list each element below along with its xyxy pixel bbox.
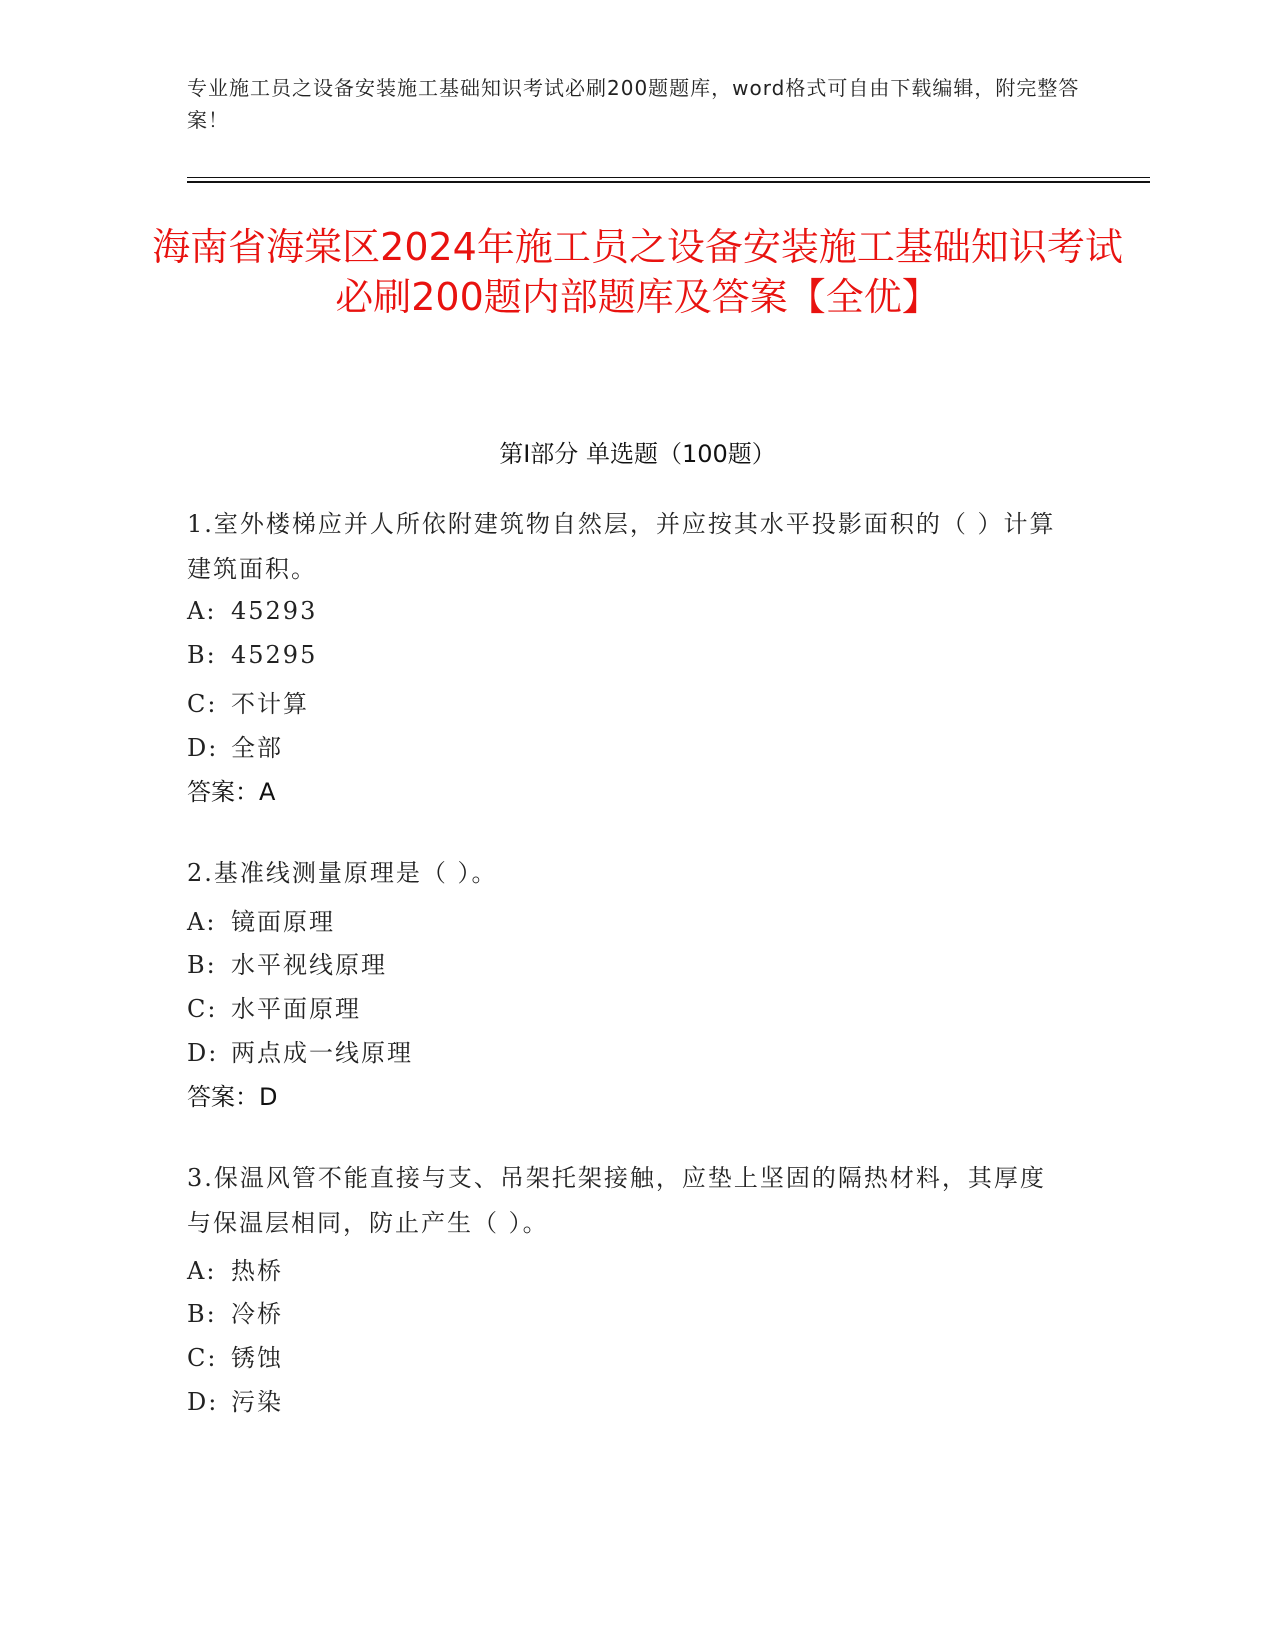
option-text: 污染 [231,1388,283,1416]
option-text: 45293 [231,597,318,625]
option-c [187,989,361,1024]
option-key: A: [187,908,217,936]
option-a [187,597,317,625]
option-text: 全部 [231,734,283,762]
option-text: 不计算 [231,690,309,718]
option-c [187,684,309,719]
question-stem: 3.保温风管不能直接与支、吊架托架接触，应垫上坚固的隔热材料，其厚度与保温层相同，防止产生（ ）。 [187,1164,1046,1237]
option-a [187,902,335,937]
option-text: 镜面原理 [231,908,335,936]
option-text: 水平视线原理 [231,951,387,979]
option-d [187,1033,413,1068]
answer: 答案：D [187,1083,278,1111]
option-text: 冷桥 [231,1300,283,1328]
document-title: 海南省海棠区2024年施工员之设备安装施工基础知识考试必刷200题内部题库及答案【全优】 [152,225,1123,319]
option-key: C: [187,1344,218,1372]
section-title: 第Ⅰ部分 单选题（100题） [499,440,776,468]
option-text: 热桥 [231,1257,283,1285]
option-key: C: [187,690,218,718]
option-text: 锈蚀 [231,1344,283,1372]
option-key: C: [187,995,218,1023]
option-key: B: [187,1300,217,1328]
option-key: A: [187,597,217,625]
option-key: B: [187,951,217,979]
option-key: D: [187,1388,219,1416]
option-d [187,1382,283,1417]
header-note: 专业施工员之设备安装施工基础知识考试必刷200题题库，word格式可自由下载编辑，附完整答案！ [187,76,1080,132]
option-b [187,945,387,980]
question-stem: 1.室外楼梯应并人所依附建筑物自然层，并应按其水平投影面积的（ ）计算建筑面积。 [187,510,1056,583]
option-c [187,1338,283,1373]
option-key: A: [187,1257,217,1285]
option-key: D: [187,734,219,762]
option-key: D: [187,1039,219,1067]
question-stem: 2.基准线测量原理是（ ）。 [187,859,498,887]
option-text: 45295 [231,641,318,669]
option-a [187,1251,283,1286]
answer: 答案：A [187,778,276,806]
option-b [187,1294,283,1329]
option-b [187,641,317,669]
option-text: 水平面原理 [231,995,361,1023]
header-rule-thick [187,181,1150,183]
option-key: B: [187,641,217,669]
option-d [187,728,283,763]
option-text: 两点成一线原理 [231,1039,413,1067]
header-rule-thin [187,177,1150,178]
